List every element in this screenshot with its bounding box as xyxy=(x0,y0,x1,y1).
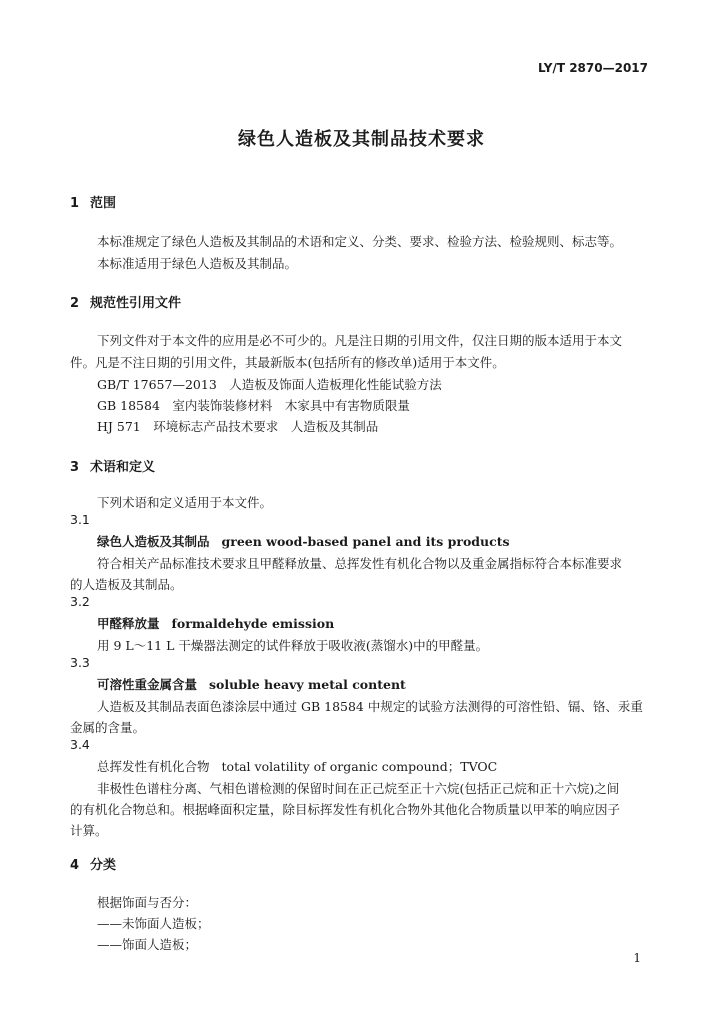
term-en: soluble heavy metal content xyxy=(209,677,406,692)
section-title: 术语和定义 xyxy=(90,460,156,475)
term-definition: 非极性色谱柱分离、气相色谱检测的保留时间在正己烷至正十六烷(包括正己烷和正十六烷)之间 xyxy=(97,781,620,796)
section-3-heading xyxy=(70,456,155,475)
section-title: 分类 xyxy=(90,858,117,873)
term-definition-continuation: 金属的含量。 xyxy=(70,720,146,735)
paragraph: 本标准适用于绿色人造板及其制品。 xyxy=(97,256,298,271)
term-zh: 甲醛释放量 xyxy=(97,616,160,631)
section-2-heading xyxy=(70,292,181,311)
section-number: 3 xyxy=(70,460,80,475)
section-title: 范围 xyxy=(90,196,117,211)
reference-item: HJ 571 环境标志产品技术要求 人造板及其制品 xyxy=(97,419,379,434)
section-number: 4 xyxy=(70,858,80,873)
term-en: formaldehyde emission xyxy=(171,616,335,631)
standard-code: LY/T 2870—2017 xyxy=(537,61,648,75)
paragraph: 下列文件对于本文件的应用是必不可少的。凡是注日期的引用文件，仅注日期的版本适用于本文 xyxy=(97,333,623,348)
reference-item: GB 18584 室内装饰装修材料 木家具中有害物质限量 xyxy=(97,398,410,413)
term-title xyxy=(97,675,406,693)
reference-item: GB/T 17657—2013 人造板及饰面人造板理化性能试验方法 xyxy=(97,377,442,392)
list-item: ——饰面人造板； xyxy=(97,937,198,952)
paragraph-continuation: 件。凡是不注日期的引用文件，其最新版本(包括所有的修改单)适用于本文件。 xyxy=(70,355,505,370)
term-definition: 用 9 L～11 L 干燥器法测定的试件释放于吸收液(蒸馏水)中的甲醛量。 xyxy=(97,638,489,653)
document-title: 绿色人造板及其制品技术要求 xyxy=(238,129,485,150)
term-zh: 可溶性重金属含量 xyxy=(97,677,198,692)
term-number: 3.2 xyxy=(70,594,90,609)
section-number: 1 xyxy=(70,196,80,211)
section-1-heading xyxy=(70,192,116,211)
term-number: 3.1 xyxy=(70,512,90,527)
term-definition-continuation: 的有机化合物总和。根据峰面积定量，除目标挥发性有机化合物外其他化合物质量以甲苯的响应因子 xyxy=(70,802,621,817)
term-en: green wood-based panel and its products xyxy=(221,534,510,549)
term-zh: 总挥发性有机化合物 xyxy=(97,759,210,774)
term-en: total volatility of organic compound；TVOC xyxy=(221,759,498,774)
term-title xyxy=(97,614,334,632)
paragraph: 下列术语和定义适用于本文件。 xyxy=(97,495,273,510)
term-number: 3.3 xyxy=(70,655,90,670)
section-title: 规范性引用文件 xyxy=(90,296,182,311)
term-definition: 人造板及其制品表面色漆涂层中通过 GB 18584 中规定的试验方法测得的可溶性铅、镉、铬、汞重 xyxy=(97,699,643,714)
term-definition-continuation: 的人造板及其制品。 xyxy=(70,577,183,592)
page-number: 1 xyxy=(633,951,641,965)
paragraph: 本标准规定了绿色人造板及其制品的术语和定义、分类、要求、检验方法、检验规则、标志等。 xyxy=(97,234,623,249)
term-definition-continuation: 计算。 xyxy=(70,823,108,838)
term-title xyxy=(97,532,510,550)
term-title xyxy=(97,757,497,775)
term-zh: 绿色人造板及其制品 xyxy=(97,534,210,549)
list-item: ——未饰面人造板； xyxy=(97,916,210,931)
term-number: 3.4 xyxy=(70,737,90,752)
section-4-heading xyxy=(70,854,116,873)
paragraph: 根据饰面与否分： xyxy=(97,895,198,910)
section-number: 2 xyxy=(70,296,80,311)
term-definition: 符合相关产品标准技术要求且甲醛释放量、总挥发性有机化合物以及重金属指标符合本标准要求 xyxy=(97,556,623,571)
